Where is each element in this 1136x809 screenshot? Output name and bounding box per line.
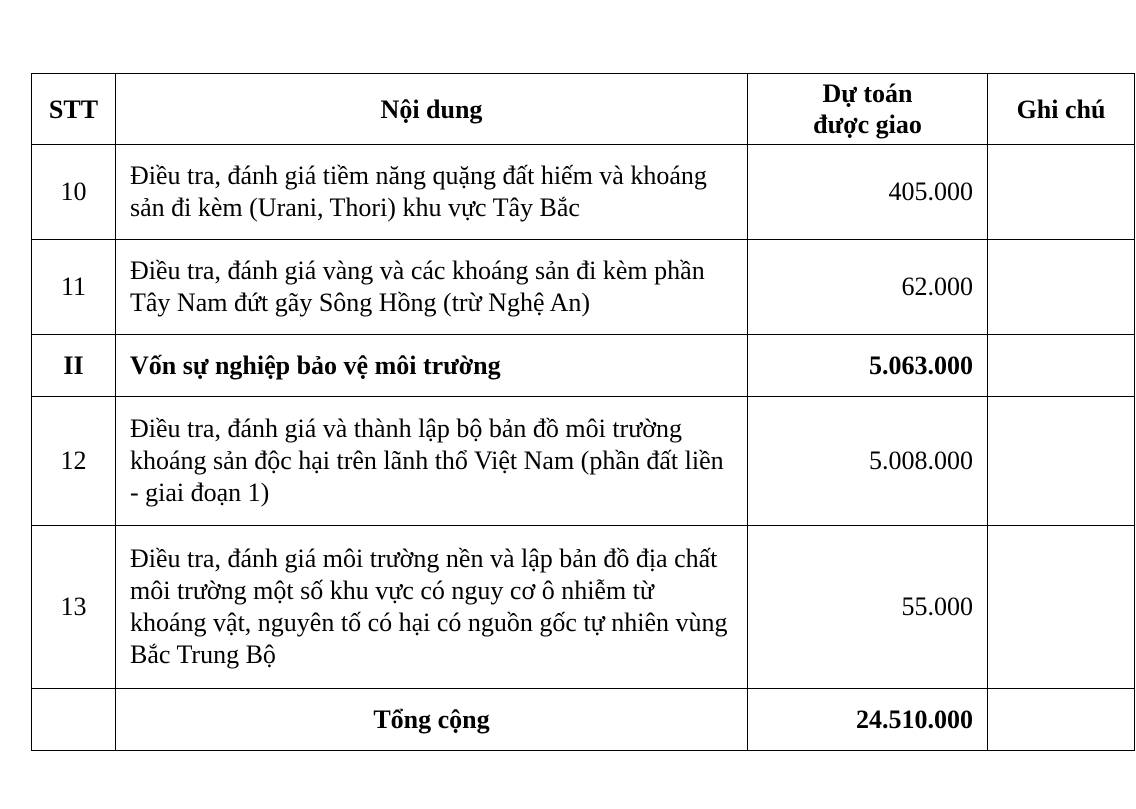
total-label: Tổng cộng (116, 689, 748, 751)
table-row (32, 240, 1135, 335)
header-stt: STT (32, 74, 116, 145)
section-row (32, 335, 1135, 397)
row-amount: 5.008.000 (748, 397, 988, 526)
row-stt: 11 (32, 240, 116, 335)
total-amount: 24.510.000 (748, 689, 988, 751)
table-header-row (32, 74, 1135, 145)
row-note (988, 145, 1135, 240)
row-amount: 55.000 (748, 526, 988, 689)
header-amount (748, 74, 988, 145)
row-stt: 10 (32, 145, 116, 240)
header-amount-line2: được giao (813, 110, 922, 139)
table-row (32, 526, 1135, 689)
row-note (988, 397, 1135, 526)
row-content: Điều tra, đánh giá vàng và các khoáng sản đi kèm phần Tây Nam đứt gãy Sông Hồng (trừ Nghệ An) (116, 240, 748, 335)
header-content: Nội dung (116, 74, 748, 145)
table-row (32, 397, 1135, 526)
header-note: Ghi chú (988, 74, 1135, 145)
row-amount: 405.000 (748, 145, 988, 240)
row-amount: 62.000 (748, 240, 988, 335)
section-note (988, 335, 1135, 397)
header-amount-line1: Dự toán (822, 79, 913, 108)
section-stt: II (32, 335, 116, 397)
row-stt: 13 (32, 526, 116, 689)
total-stt (32, 689, 116, 751)
table-row (32, 145, 1135, 240)
row-content: Điều tra, đánh giá và thành lập bộ bản đồ môi trường khoáng sản độc hại trên lãnh thổ Việt Nam (phần đất liền - giai đoạn 1) (116, 397, 748, 526)
row-note (988, 240, 1135, 335)
row-stt: 12 (32, 397, 116, 526)
total-row (32, 689, 1135, 751)
section-content: Vốn sự nghiệp bảo vệ môi trường (116, 335, 748, 397)
total-note (988, 689, 1135, 751)
budget-table (31, 73, 1135, 751)
row-content: Điều tra, đánh giá môi trường nền và lập bản đồ địa chất môi trường một số khu vực có nguy cơ ô nhiễm từ khoáng vật, nguyên tố có hại có nguồn gốc tự nhiên vùng Bắc Trung Bộ (116, 526, 748, 689)
row-content: Điều tra, đánh giá tiềm năng quặng đất hiếm và khoáng sản đi kèm (Urani, Thori) khu vực Tây Bắc (116, 145, 748, 240)
section-amount: 5.063.000 (748, 335, 988, 397)
row-note (988, 526, 1135, 689)
